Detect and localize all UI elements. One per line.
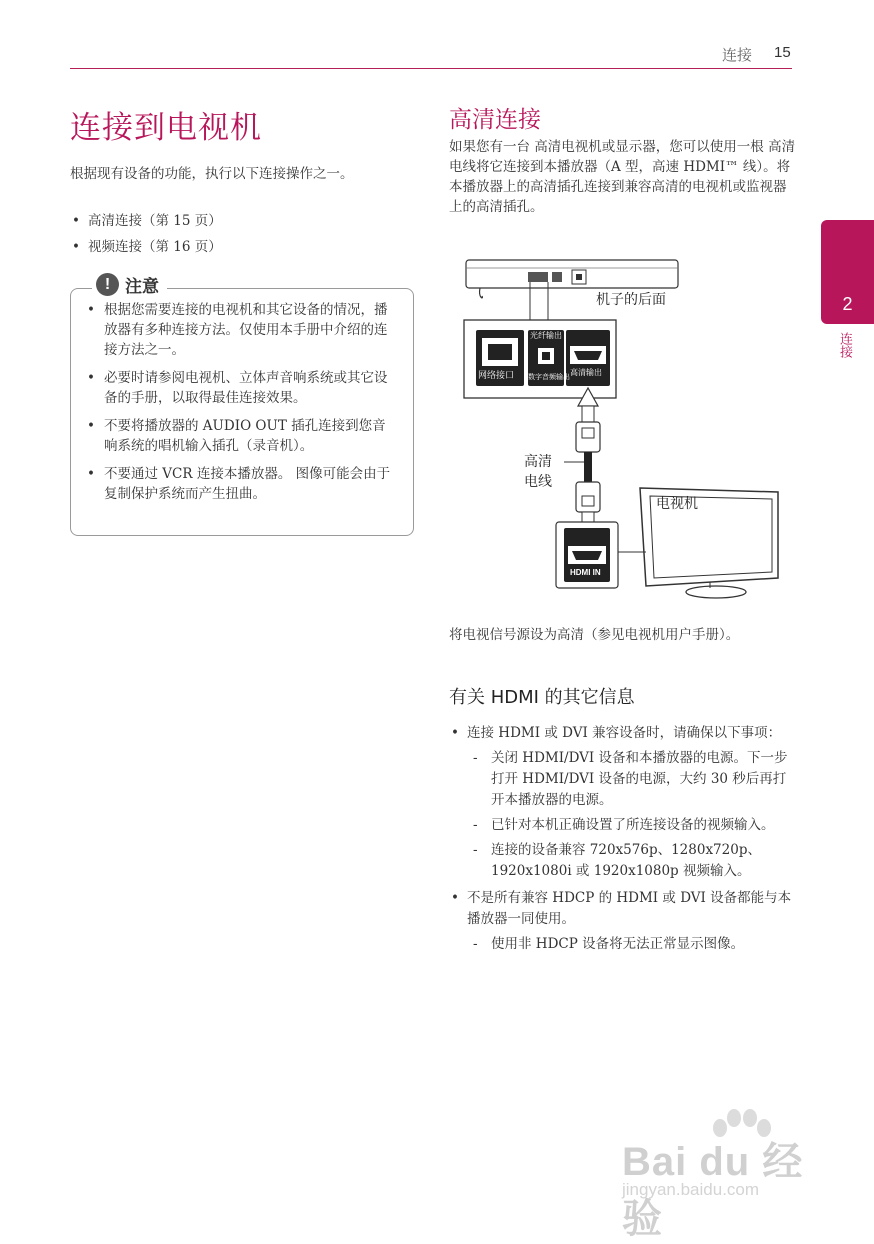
- note-title: 注意: [125, 276, 159, 297]
- hdmi-info-subitem: - 关闭 HDMI/DVI 设备和本播放器的电源。下一步打开 HDMI/DVI 设备的电源，大约 30 秒后再打开本播放器的电源。: [467, 748, 797, 811]
- watermark-url: jingyan.baidu.com: [622, 1180, 760, 1199]
- header-section-label: 连接: [722, 46, 753, 64]
- tv-label: 电视机: [656, 496, 698, 512]
- connection-diagram: [460, 256, 800, 606]
- hdmi-info-subitem: - 已针对本机正确设置了所连接设备的视频输入。: [467, 815, 797, 836]
- optical-port-label: 数字音频输出: [528, 373, 570, 381]
- hdmi-info-sublist: [467, 748, 797, 882]
- hdmi-info-item: [449, 888, 797, 955]
- hdmi-info-subitem: - 连接的设备兼容 720x576p、1280x720p、1920x1080i 或 1920x1080p 视频输入。: [467, 840, 797, 882]
- link-video-connection[interactable]: • 视频连接（第 16 页）: [70, 234, 400, 260]
- page-title: 连接到电视机: [70, 110, 262, 146]
- header-rule: [70, 68, 792, 69]
- hdmi-info-text: 不是所有兼容 HDCP 的 HDMI 或 DVI 设备都能与本播放器一同使用。: [467, 890, 792, 927]
- optical-top-label: 光纤输出: [530, 331, 562, 340]
- cable-label: 高清 电线: [524, 454, 552, 490]
- section-title: 高清连接: [449, 107, 541, 133]
- warning-icon: !: [96, 273, 119, 296]
- connection-links: [70, 208, 400, 260]
- hdmi-info-list: [449, 723, 797, 961]
- hdmi-info-sublist: [467, 934, 797, 955]
- watermark: [620, 1108, 830, 1241]
- hdmi-cable: [564, 388, 600, 542]
- hdmi-info-subitem: - 使用非 HDCP 设备将无法正常显示图像。: [467, 934, 797, 955]
- tv-illustration: [618, 488, 778, 598]
- chapter-tab: [821, 220, 874, 324]
- player-back-label: 机子的后面: [596, 292, 666, 308]
- hdmi-out-label: 高清输出: [570, 368, 602, 377]
- lan-port-label: 网络接口: [478, 371, 515, 381]
- hdmi-in-panel: [556, 522, 618, 588]
- chapter-number: 2: [842, 294, 853, 314]
- note-item: • 根据您需要连接的电视机和其它设备的情况，播放器有多种连接方法。仅使用本手册中介绍的连接方法之一。: [84, 300, 394, 360]
- section-body: 如果您有一台 高清电视机或显示器，您可以使用一根 高清电线将它连接到本播放器（A 型，高速 HDMI™ 线）。将本播放器上的高清插孔连接到兼容高清的电视机或监视器上的高清插孔。: [449, 139, 796, 215]
- note-list: [84, 300, 394, 512]
- intro-text: 根据现有设备的功能，执行以下连接操作之一。: [70, 166, 354, 182]
- note-item: • 不要将播放器的 AUDIO OUT 插孔连接到您音响系统的唱机输入插孔（录音机）。: [84, 416, 394, 456]
- note-item: • 不要通过 VCR 连接本播放器。 图像可能会由于复制保护系统而产生扭曲。: [84, 464, 394, 504]
- hdmi-in-label: HDMI IN: [570, 568, 601, 577]
- note-header: [92, 270, 167, 298]
- chapter-tab-label: 连接: [837, 332, 852, 358]
- hdmi-info-subtitle: 有关 HDMI 的其它信息: [449, 687, 635, 708]
- note-item: • 必要时请参阅电视机、立体声音响系统或其它设备的手册，以取得最佳连接效果。: [84, 368, 394, 408]
- link-hd-connection[interactable]: • 高清连接（第 15 页）: [70, 208, 400, 234]
- tv-source-note: 将电视信号源设为高清（参见电视机用户手册）。: [449, 627, 740, 643]
- watermark-brand: Bai du 经验: [622, 1140, 804, 1241]
- hdmi-info-item: [449, 723, 797, 882]
- page-number: 15: [774, 44, 791, 61]
- hdmi-info-text: 连接 HDMI 或 DVI 兼容设备时，请确保以下事项：: [467, 725, 782, 741]
